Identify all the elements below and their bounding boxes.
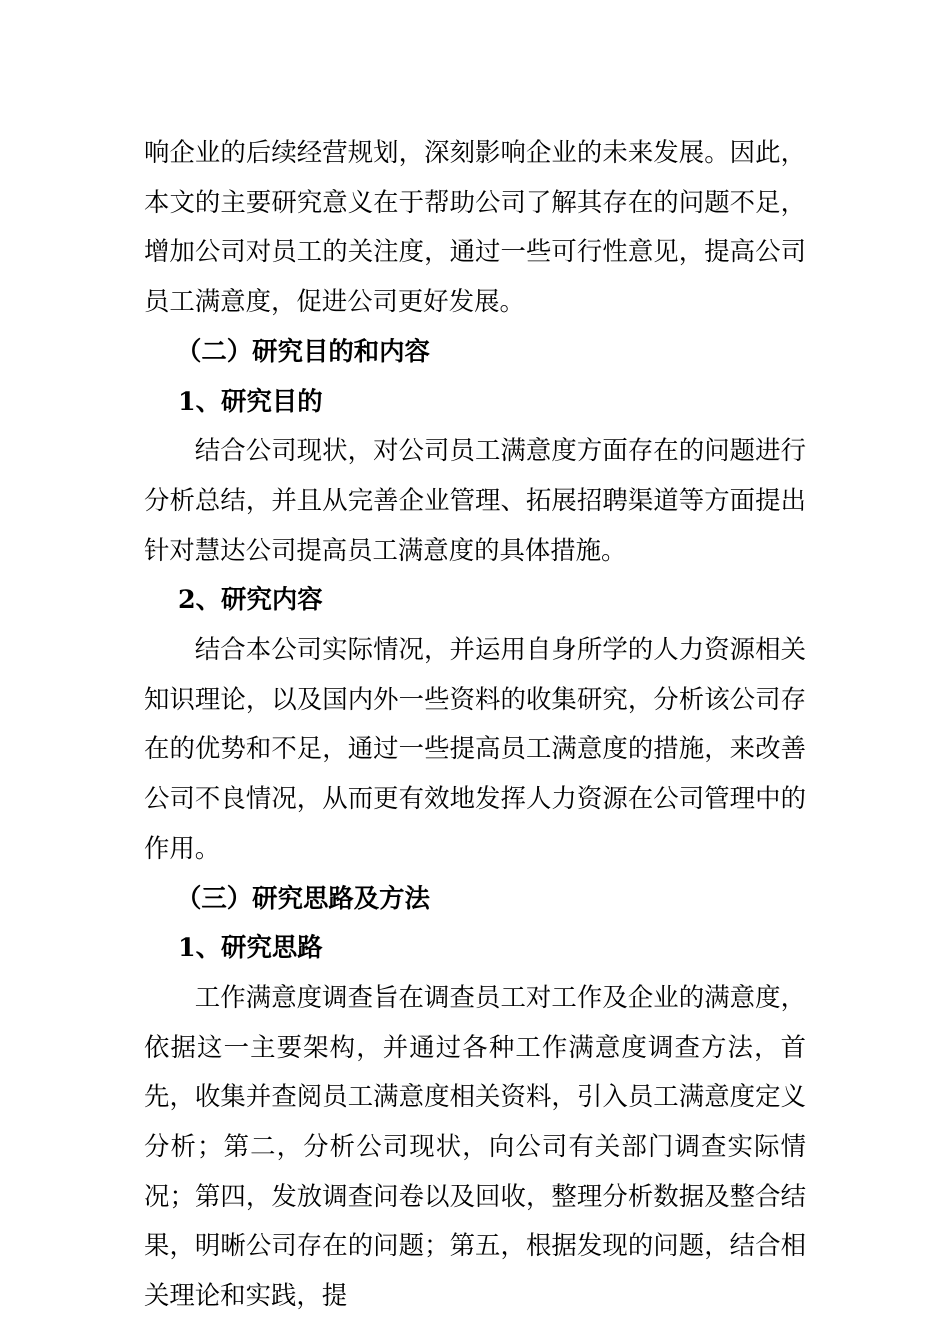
paragraph-research-significance-continued: 响企业的后续经营规划，深刻影响企业的未来发展。因此，本文的主要研究意义在于帮助公司了解其存在的问题不足，增加公司对员工的关注度，通过一些可行性意见，提高公司员工满意度，促进公司更好发展。 — [144, 137, 806, 317]
section-heading-purpose-and-content: （二）研究目的和内容 — [176, 335, 430, 366]
subsection-heading-research-purpose: 1、研究目的 — [178, 385, 323, 416]
section-heading-approach-and-methods: （三）研究思路及方法 — [176, 882, 430, 913]
document-body — [144, 128, 806, 1321]
subsection-heading-research-approach: 1、研究思路 — [178, 932, 323, 963]
paragraph-research-approach: 工作满意度调查旨在调查员工对工作及企业的满意度，依据这一主要架构，并通过各种工作满意度调查方法，首先，收集并查阅员工满意度相关资料，引入员工满意度定义分析；第二，分析公司现状，向公司有关部门调查实际情况；第四，发放调查问卷以及回收，整理分析数据及整合结果，明晰公司存在的问题；第五，根据发现的问题，结合相关理论和实践，提 — [144, 981, 806, 1311]
paragraph-research-content: 结合本公司实际情况，并运用自身所学的人力资源相关知识理论，以及国内外一些资料的收集研究，分析该公司存在的优势和不足，通过一些提高员工满意度的措施，来改善公司不良情况，从而更有效地发挥人力资源在公司管理中的作用。 — [144, 634, 806, 863]
subsection-heading-research-content: 2、研究内容 — [178, 584, 323, 615]
paragraph-research-purpose: 结合公司现状，对公司员工满意度方面存在的问题进行分析总结，并且从完善企业管理、拓展招聘渠道等方面提出针对慧达公司提高员工满意度的具体措施。 — [144, 435, 806, 565]
